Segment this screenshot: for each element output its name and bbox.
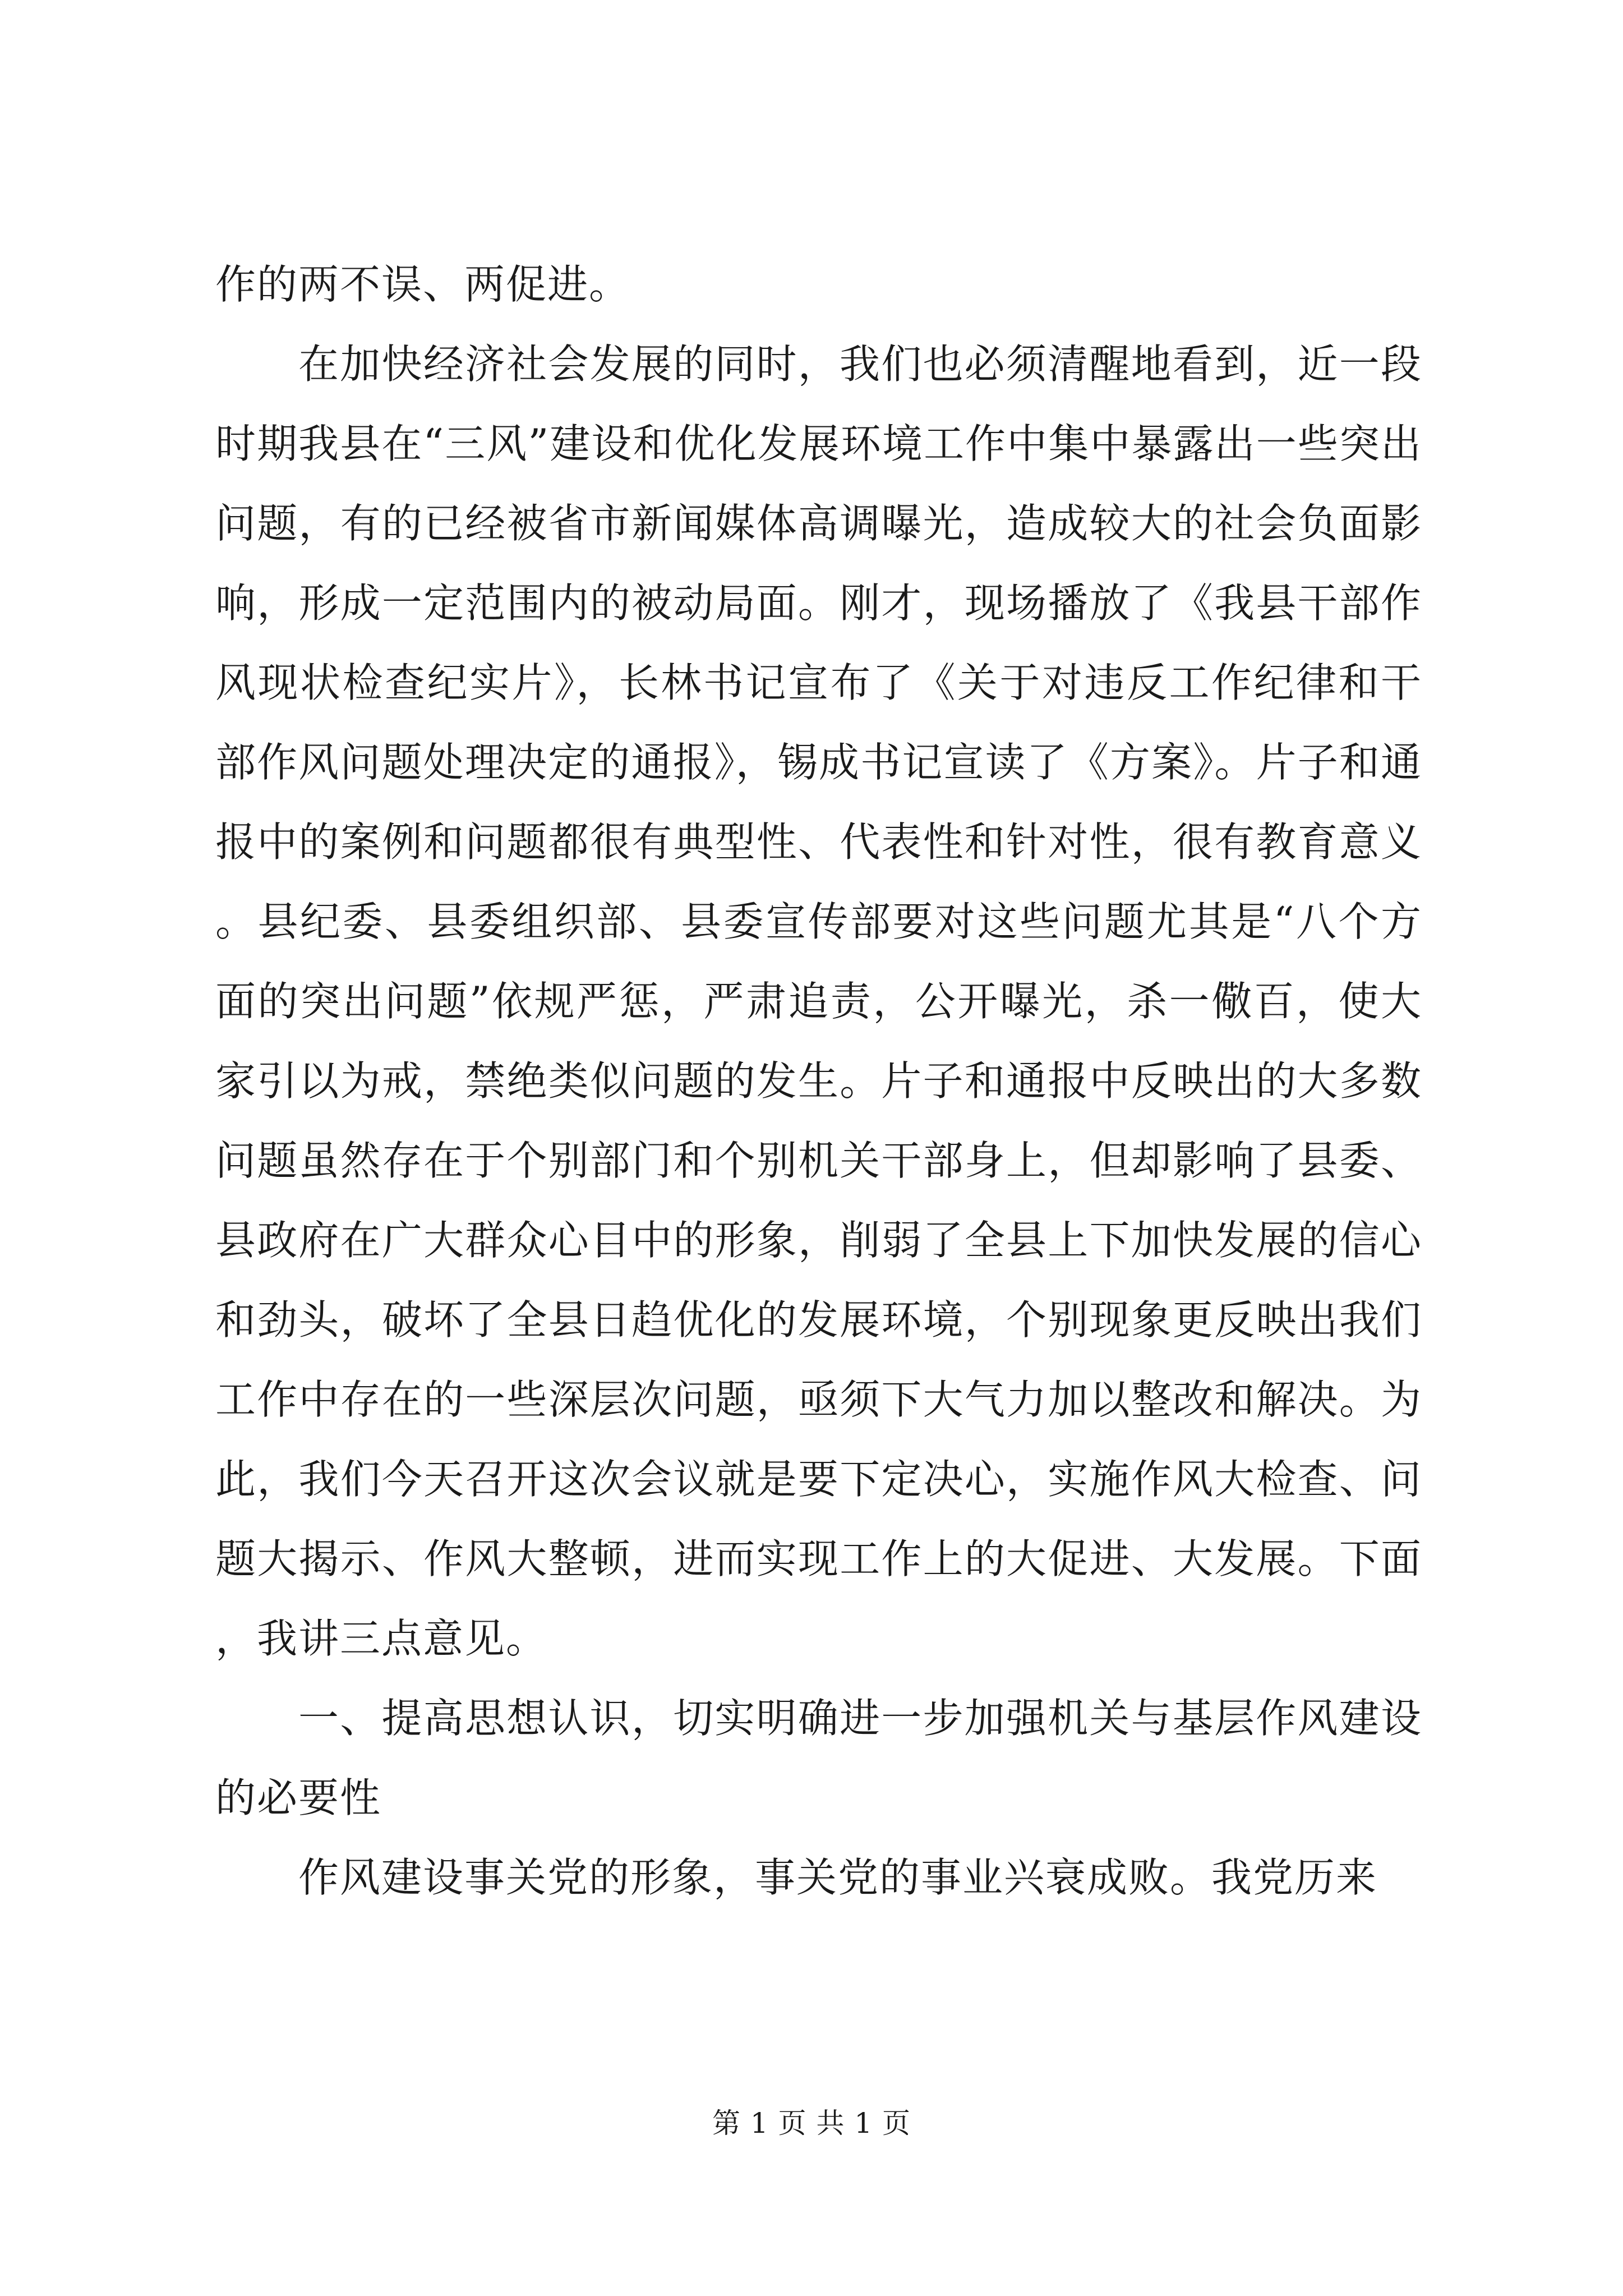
page-footer: 第 1 页 共 1 页 [712,2107,911,2139]
paragraph-section-start: 作风建设事关党的形象，事关党的事业兴衰成败。我党历来 [298,1854,1378,1901]
section-heading: 一、提高思想认识，切实明确进一步加强机关与基层作风建设的必要性 [215,1695,1422,1821]
document-body [215,245,1422,1917]
paragraph-main: 在加快经济社会发展的同时，我们也必须清醒地看到，近一段时期我县在“三风”建设和优化发展环境工作中集中暴露出一些突出问题，有的已经被省市新闻媒体高调曝光，造成较大的社会负面影响，形成一定范围内的被动局面。刚才，现场播放了《我县干部作风现状检查纪实片》，长林书记宣布了《关于对违反工作纪律和干部作风问题处理决定的通报》，锡成书记宣读了《方案》。片子和通报中的案例和问题都很有典型性、代表性和针对性，很有教育意义。县纪委、县委组织部、县委宣传部要对这些问题尤其是“八个方面的突出问题”依规严惩，严肃追责，公开曝光，杀一儆百，使大家引以为戒，禁绝类似问题的发生。片子和通报中反映出的大多数问题虽然存在于个别部门和个别机关干部身上，但却影响了县委、县政府在广大群众心目中的形象，削弱了全县上下加快发展的信心和劲头，破坏了全县日趋优化的发展环境，个别现象更反映出我们工作中存在的一些深层次问题，亟须下大气力加以整改和解决。为此，我们今天召开这次会议就是要下定决心，实施作风大检查、问题大揭示、作风大整顿，进而实现工作上的大促进、大发展。下面，我讲三点意见。 [215,341,1422,1662]
paragraph-continuation: 作的两不误、两促进。 [215,261,631,308]
